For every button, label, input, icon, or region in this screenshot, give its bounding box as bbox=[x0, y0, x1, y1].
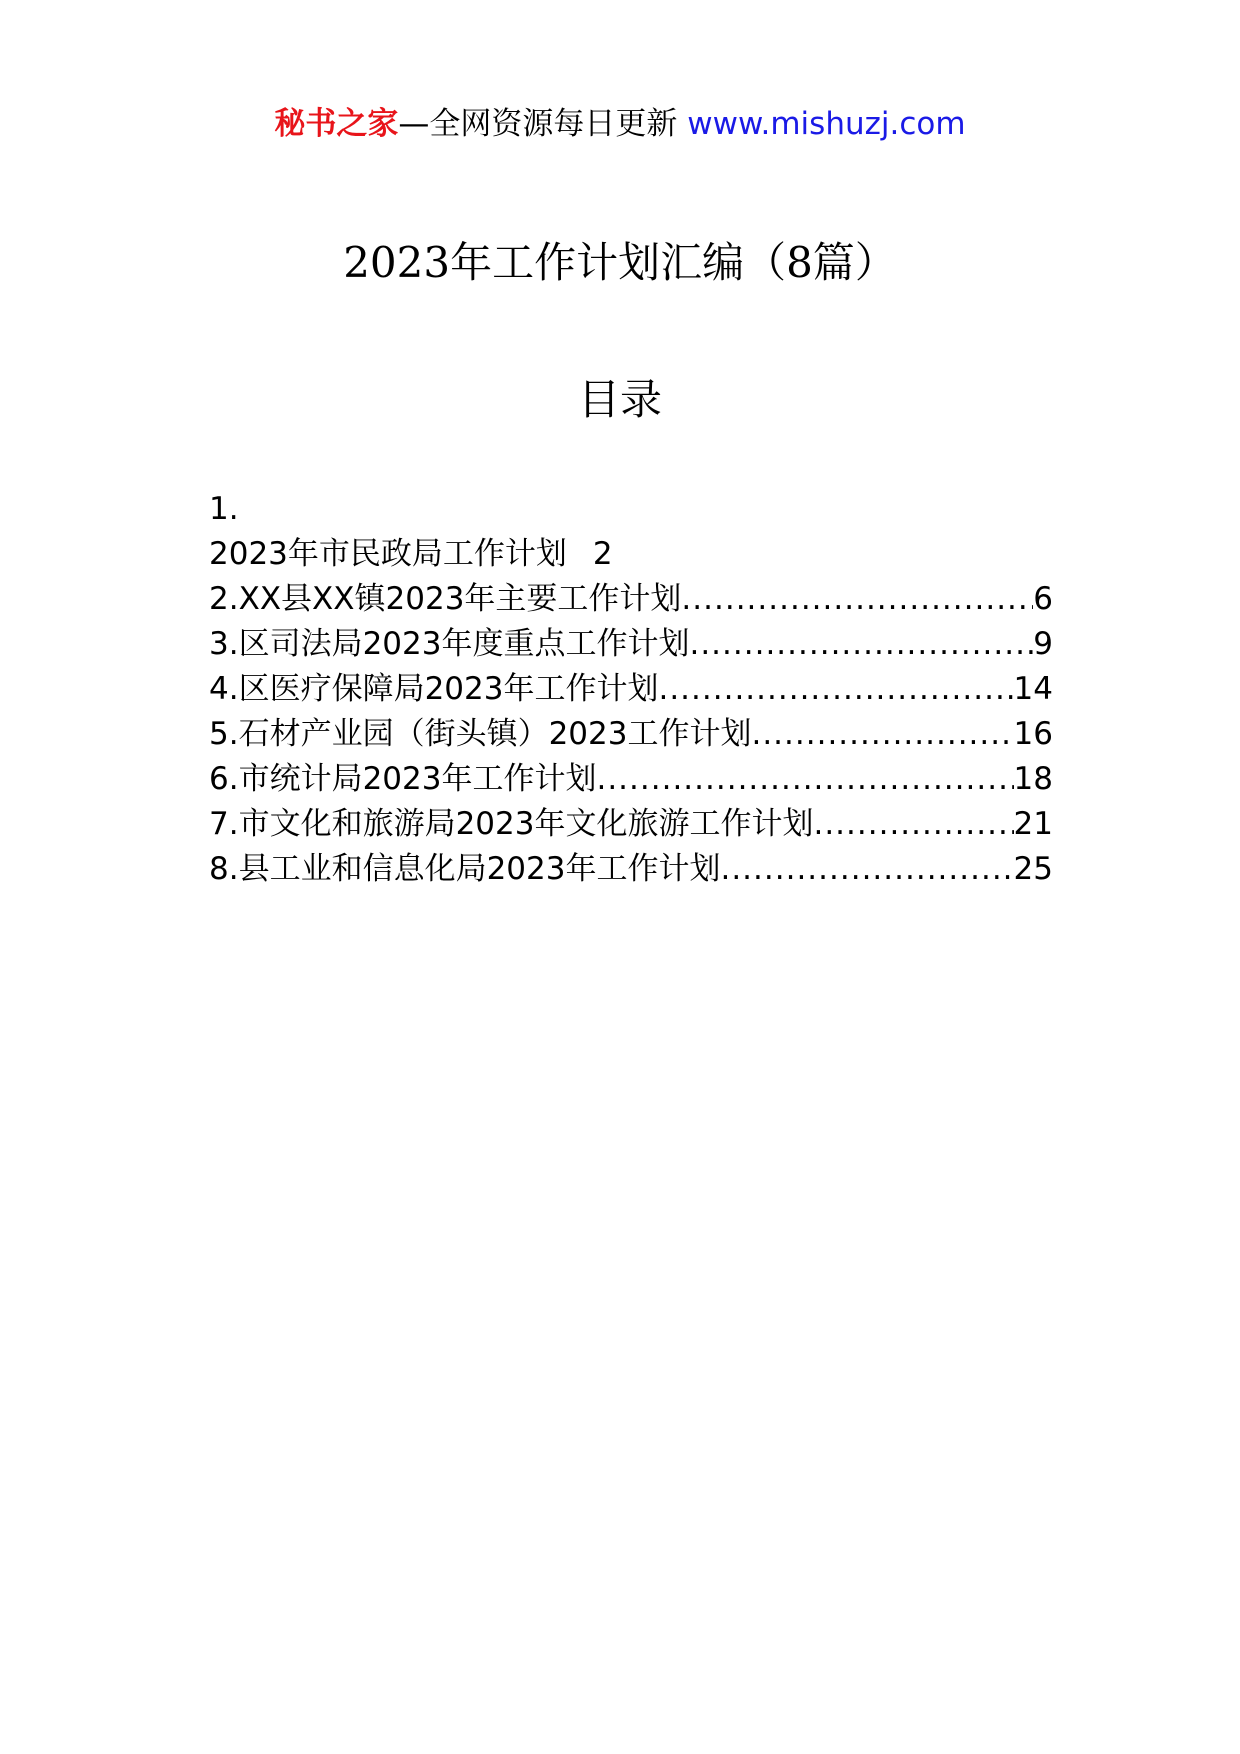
toc-entry-page: 14 bbox=[1013, 671, 1053, 707]
toc-entry-page: 25 bbox=[1013, 851, 1053, 887]
table-of-contents bbox=[209, 487, 1053, 892]
toc-entry-2[interactable] bbox=[209, 577, 1053, 622]
website-link[interactable]: www.mishuzj.com bbox=[687, 106, 966, 142]
toc-entry-title: 3.区司法局2023年度重点工作计划 bbox=[209, 626, 690, 662]
toc-leader-dots bbox=[751, 712, 1013, 757]
brand-name: 秘书之家 bbox=[274, 106, 399, 142]
toc-entry-page: 18 bbox=[1013, 761, 1053, 797]
toc-entry-3[interactable] bbox=[209, 622, 1053, 667]
toc-entry-title: 8.县工业和信息化局2023年工作计划 bbox=[209, 851, 721, 887]
toc-leader-dots bbox=[813, 802, 1013, 847]
toc-entry-title: 2023年市民政局工作计划 bbox=[209, 536, 567, 572]
header-slogan: —全网资源每日更新 bbox=[398, 106, 678, 142]
toc-entry-1[interactable] bbox=[209, 532, 1053, 577]
toc-entry-title: 4.区医疗保障局2023年工作计划 bbox=[209, 671, 659, 707]
toc-entry-page: 6 bbox=[1033, 581, 1053, 617]
toc-entry-5[interactable] bbox=[209, 712, 1053, 757]
toc-leader-dots bbox=[720, 847, 1013, 892]
toc-entry-page: 21 bbox=[1013, 806, 1053, 842]
toc-entry-7[interactable] bbox=[209, 802, 1053, 847]
toc-entry-1-number: 1. bbox=[209, 491, 239, 527]
page-header bbox=[0, 102, 1240, 146]
toc-entry-title: 5.石材产业园（街头镇）2023工作计划 bbox=[209, 716, 752, 752]
toc-leader-dots bbox=[658, 667, 1013, 712]
toc-entry-6[interactable] bbox=[209, 757, 1053, 802]
toc-entry-8[interactable] bbox=[209, 847, 1053, 892]
toc-heading: 目录 bbox=[577, 375, 662, 424]
toc-entry-4[interactable] bbox=[209, 667, 1053, 712]
toc-entry-page: 16 bbox=[1013, 716, 1053, 752]
toc-leader-dots bbox=[596, 757, 1013, 802]
toc-entry-title: 2.XX县XX镇2023年主要工作计划 bbox=[209, 581, 682, 617]
document-title: 2023年工作计划汇编（8篇） bbox=[343, 238, 897, 287]
toc-entry-page: 9 bbox=[1033, 626, 1053, 662]
toc-entry-title: 6.市统计局2023年工作计划 bbox=[209, 761, 597, 797]
toc-leader-dots bbox=[689, 622, 1033, 667]
toc-leader-dots bbox=[681, 577, 1033, 622]
toc-entry-page: 2 bbox=[592, 536, 613, 572]
toc-entry-title: 7.市文化和旅游局2023年文化旅游工作计划 bbox=[209, 806, 814, 842]
